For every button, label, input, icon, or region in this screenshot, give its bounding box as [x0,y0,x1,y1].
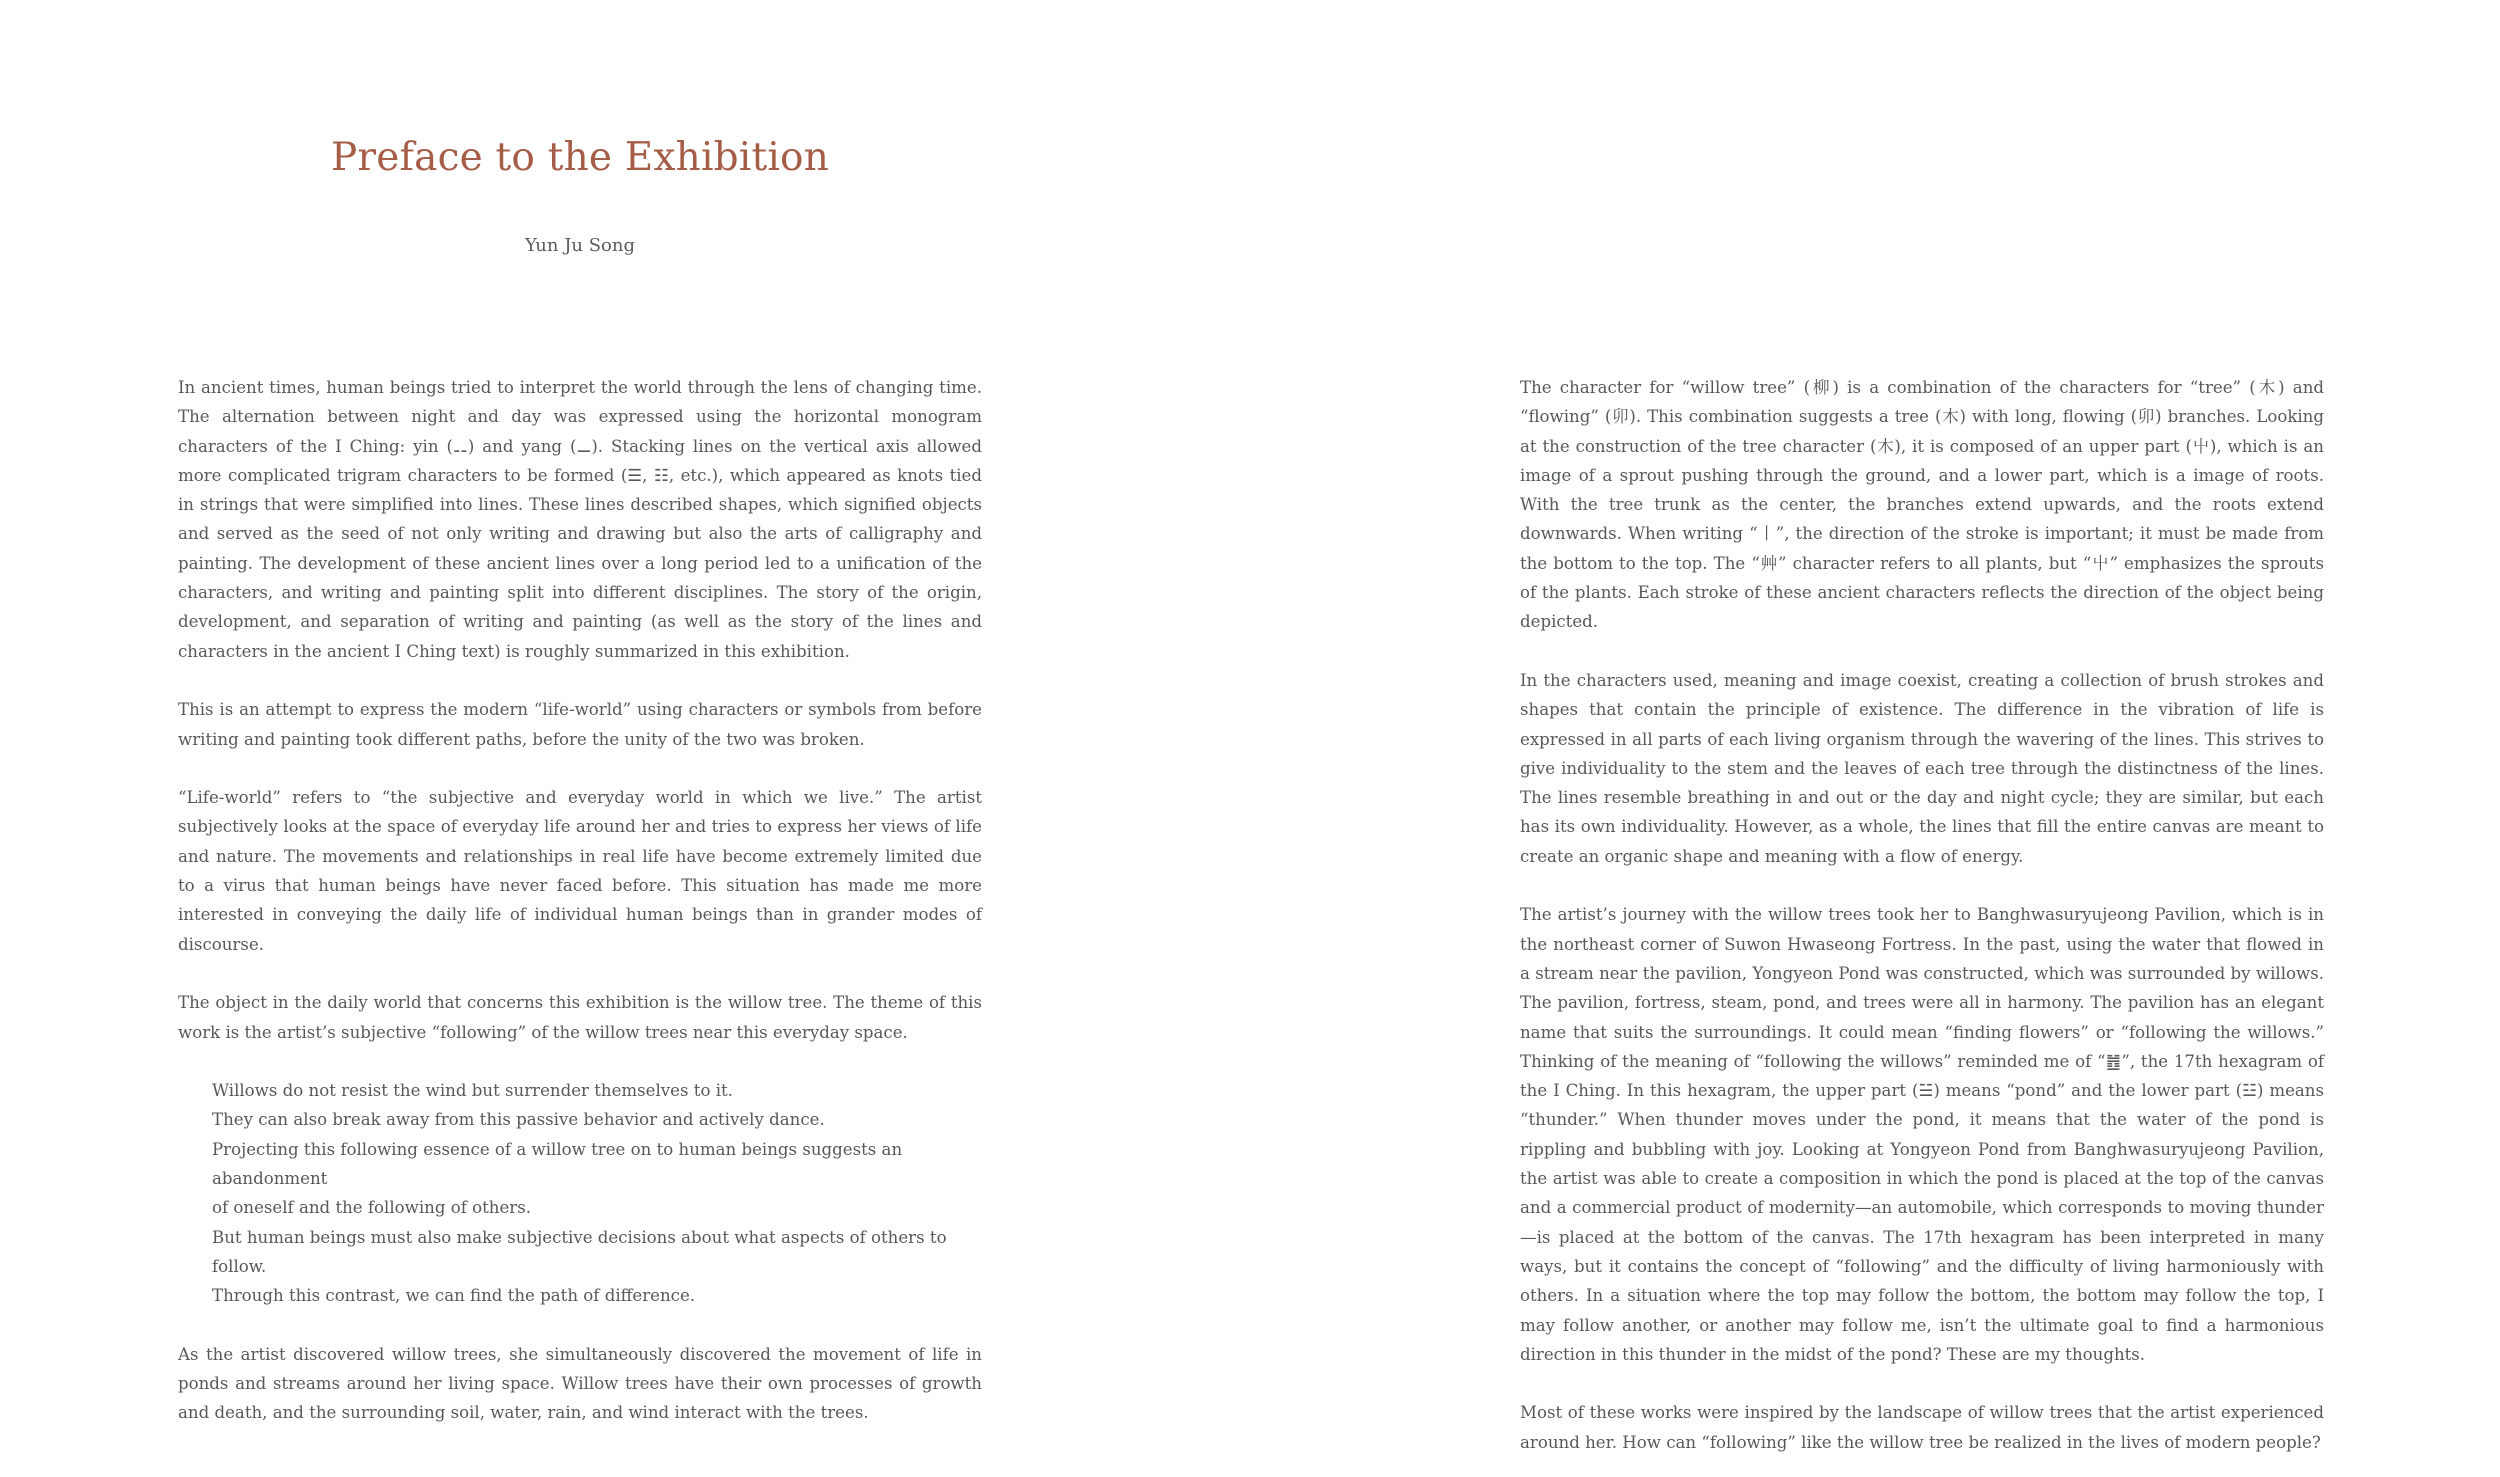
body-paragraph: In the characters used, meaning and image coexist, creating a collection of brush strokes and shapes that contain the principle of existence. The difference in the vibration of life is expressed in all parts of each living organism through the wavering of the lines. This strives to give individuality to the stem and the leaves of each tree through the distinctness of the lines. The lines resemble breathing in and out or the day and night cycle; they are similar, but each has its own individuality. However, as a whole, the lines that fill the entire canvas are meant to create an organic shape and meaning with a flow of energy. [1520,670,2324,866]
quote-line: of oneself and the following of others. [212,1198,532,1218]
indented-quote [178,1076,982,1310]
body-paragraph: In ancient times, human beings tried to interpret the world through the lens of changing time. The alternation between night and day was expressed using the horizontal monogram characters of the I Ching: yin (⚋) and yang (⚊). Stacking lines on the vertical axis allowed more complicated trigram characters to be formed (☰, ☷, etc.), which appeared as knots tied in strings that were simplified into lines. These lines described shapes, which signified objects and served as the seed of not only writing and drawing but also the arts of calligraphy and painting. The development of these ancient lines over a long period led to a unification of the characters, and writing and painting split into different disciplines. The story of the origin, development, and separation of writing and painting (as well as the story of the lines and characters in the ancient I Ching text) is roughly summarized in this exhibition. [178,378,982,661]
quote-line: But human beings must also make subjective decisions about what aspects of others to follow. [212,1227,947,1276]
quote-line: They can also break away from this passive behavior and actively dance. [212,1110,825,1130]
page-title: Preface to the Exhibition [330,135,830,180]
body-paragraph: The artist’s journey with the willow trees took her to Banghwasuryujeong Pavilion, which is in the northeast corner of Suwon Hwaseong Fortress. In the past, using the water that flowed in a stream near the pavilion, Yongyeon Pond was constructed, which was surrounded by willows. The pavilion, fortress, steam, pond, and trees were all in harmony. The pavilion has an elegant name that suits the surroundings. It could mean “finding flowers” or “following the willows.” Thinking of the meaning of “following the willows” reminded me of “䷐”, the 17th hexagram of the I Ching. In this hexagram, the upper part (☱) means “pond” and the lower part (☳) means “thunder.” When thunder moves under the pond, it means that the water of the pond is rippling and bubbling with joy. Looking at Yongyeon Pond from Banghwasuryujeong Pavilion, the artist was able to create a composition in which the pond is placed at the top of the canvas and a commercial product of modernity—an automobile, which corresponds to moving thunder—is placed at the bottom of the canvas. The 17th hexagram has been interpreted in many ways, but it contains the concept of “following” and the difficulty of living harmoniously with others. In a situation where the top may follow the bottom, the bottom may follow the top, I may follow another, or another may follow me, isn’t the ultimate goal to find a harmonious direction in this thunder in the midst of the pond? These are my thoughts. [1520,905,2324,1364]
body-paragraph: “Life-world” refers to “the subjective and everyday world in which we live.” The artist subjectively looks at the space of everyday life around her and tries to express her views of life and nature. The movements and relationships in real life have become extremely limited due to a virus that human beings have never faced before. This situation has made me more interested in conveying the daily life of individual human beings than in grander modes of discourse. [178,788,982,954]
quote-line: Willows do not resist the wind but surrender themselves to it. [212,1081,733,1101]
body-paragraph: This is an attempt to express the modern “life-world” using characters or symbols from before writing and painting took different paths, before the unity of the two was broken. [178,700,982,749]
body-paragraph: The object in the daily world that concerns this exhibition is the willow tree. The theme of this work is the artist’s subjective “following” of the willow trees near this everyday space. [178,993,982,1042]
right-text-column [1520,373,2324,1457]
left-text-column [178,373,982,1428]
quote-line: Through this contrast, we can find the path of difference. [212,1286,696,1306]
body-paragraph: As the artist discovered willow trees, she simultaneously discovered the movement of life in ponds and streams around her living space. Willow trees have their own processes of growth and death, and the surrounding soil, water, rain, and wind interact with the trees. [178,1344,982,1423]
quote-line: Projecting this following essence of a willow tree on to human beings suggests an abandonment [212,1139,903,1189]
right-page [1250,0,2500,1477]
author-name: Yun Ju Song [524,235,636,256]
body-paragraph: Most of these works were inspired by the landscape of willow trees that the artist experienced around her. How can “following” like the willow tree be realized in the lives of modern people? [1520,1403,2324,1452]
body-paragraph: The character for “willow tree” (柳) is a combination of the characters for “tree” (木) and “flowing” (卯). This combination suggests a tree (木) with long, flowing (卯) branches. Looking at the construction of the tree character (木), it is composed of an upper part (屮), which is an image of a sprout pushing through the ground, and a lower part, which is a image of roots. With the tree trunk as the center, the branches extend upwards, and the roots extend downwards. When writing “丨”, the direction of the stroke is important; it must be made from the bottom to the top. The “艸” character refers to all plants, but “屮” emphasizes the sprouts of the plants. Each stroke of these ancient characters reflects the direction of the object being depicted. [1520,378,2324,632]
